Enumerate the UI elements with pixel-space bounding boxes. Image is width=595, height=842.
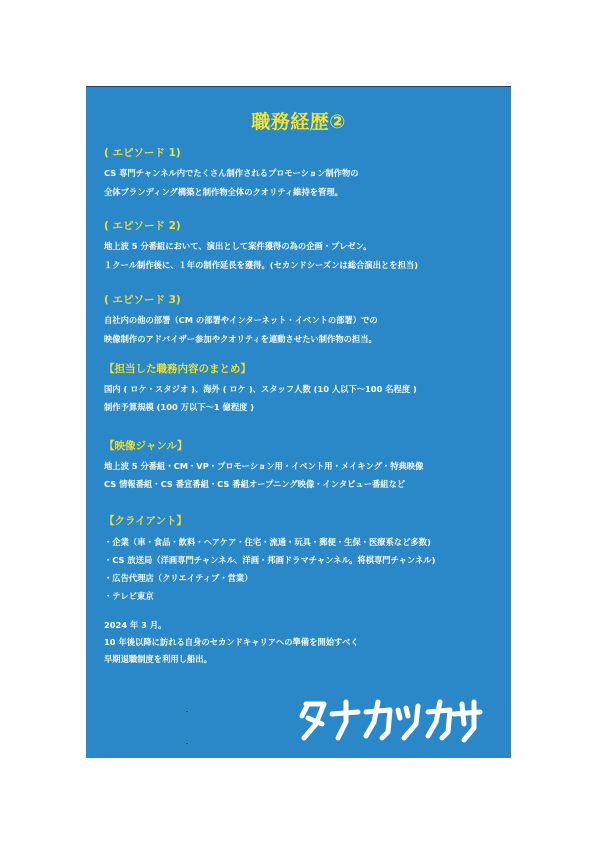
closing-line-2: 10 年後以降に訪れる自身のセカンドキャリアへの準備を開始すべく [104, 637, 359, 647]
episode-2-line-1: 地上波 5 分番組において、演出として案件獲得の為の企画・プレゼン。 [104, 241, 372, 251]
page-title: 職務経歴② [251, 111, 346, 133]
closing-section [104, 617, 504, 668]
client-section [104, 514, 504, 605]
genre-line-2: CS 情報番組・CS 番宣番組・CS 番組オープニング映像・インタビュー番組など [104, 479, 406, 489]
summary-section [104, 362, 504, 415]
genre-section [104, 439, 504, 492]
episode-2-section [104, 219, 504, 273]
client-line-4: ・テレビ東京 [104, 591, 154, 601]
client-heading: 【クライアント】 [104, 515, 187, 527]
summary-heading: 【担当した職務内容のまとめ】 [104, 363, 251, 375]
resume-page [86, 86, 511, 758]
episode-1-line-2: 全体ブランディング構築と制作物全体のクオリティ維持を管理。 [104, 187, 343, 197]
episode-1-heading: ( エピソード 1) [104, 147, 181, 159]
handwritten-signature [294, 692, 484, 747]
speck-1 [186, 711, 188, 712]
genre-heading: 【映像ジャンル】 [104, 440, 188, 452]
genre-line-1: 地上波 5 分番組・CM・VP・プロモーション用・イベント用・メイキング・特典映像 [104, 461, 424, 471]
summary-line-2: 制作予算規模 (100 万以下〜1 億程度 ) [104, 402, 255, 412]
episode-1-section [104, 146, 504, 200]
episode-3-heading: ( エピソード 3) [104, 294, 181, 306]
summary-line-1: 国内 ( ロケ・スタジオ )、海外 ( ロケ )、スタッフ人数 (10 人以下〜100 名程度 ) [104, 384, 417, 394]
client-line-3: ・広告代理店（クリエイティブ・営業） [104, 573, 253, 583]
closing-line-3: 早期退職制度を利用し船出。 [104, 654, 212, 664]
episode-3-line-1: 自社内の他の部署（CM の部署やインターネット・イベントの部署）での [104, 315, 378, 325]
client-line-2: ・CS 放送局（洋画専門チャンネル、洋画・邦画ドラマチャンネル。将棋専門チャンネル) [104, 555, 436, 565]
episode-3-line-2: 映像制作のアドバイザー参加やクオリティを連動させたい制作物の担当。 [104, 334, 377, 344]
episode-2-heading: ( エピソード 2) [104, 220, 181, 232]
episode-1-line-1: CS 専門チャンネル内でたくさん制作されるプロモーション制作物の [104, 168, 359, 178]
speck-2 [186, 743, 188, 744]
episode-3-section [104, 293, 504, 347]
episode-2-line-2: １クール制作後に、１年の制作延長を獲得。(セカンドシーズンは総合演出とを担当) [104, 260, 418, 270]
closing-line-1: 2024 年 3 月。 [104, 620, 167, 630]
client-line-1: ・企業（車・食品・飲料・ヘアケア・住宅・流通・玩具・郵便・生保・医療系など多数) [104, 537, 431, 547]
